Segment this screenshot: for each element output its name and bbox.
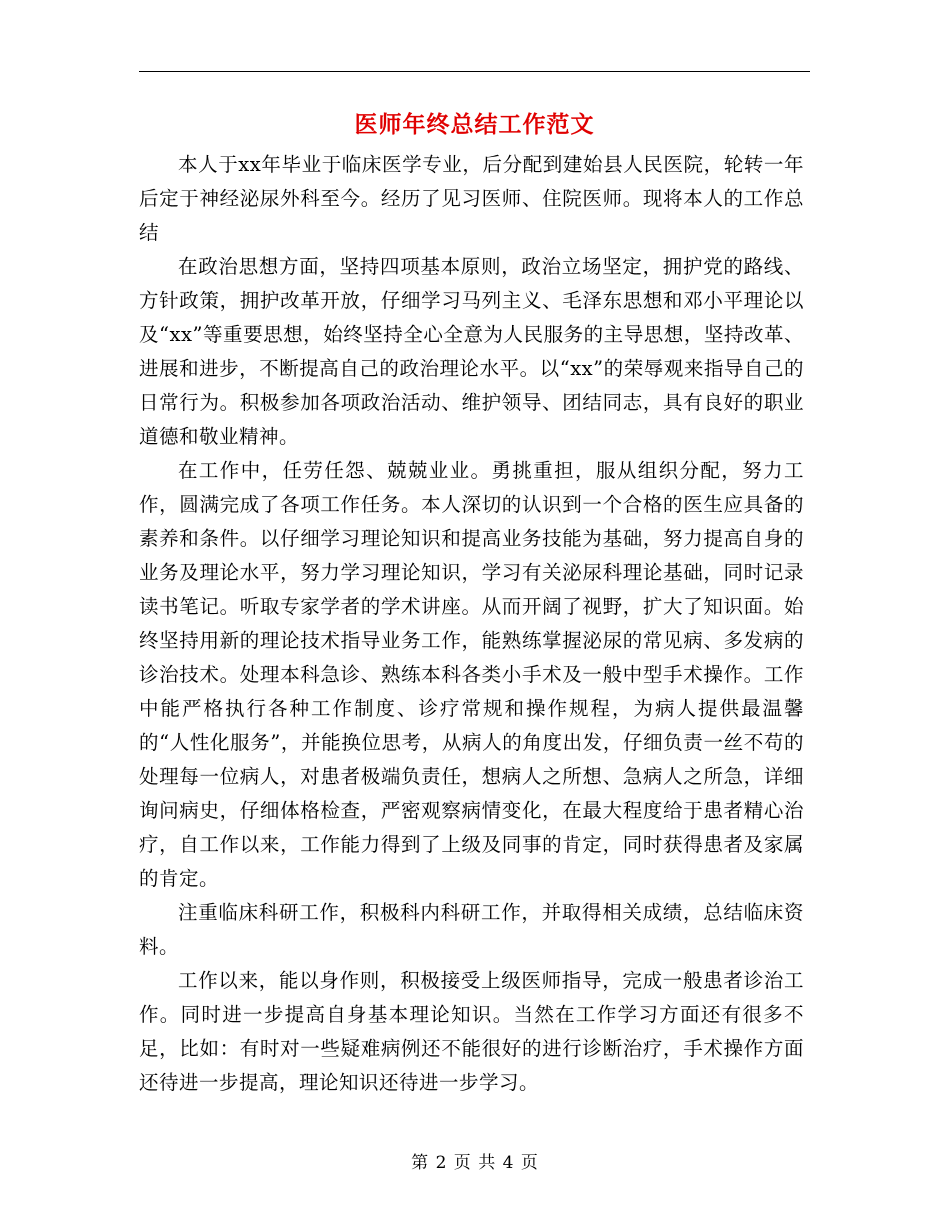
document-title: 医师年终总结工作范文 [354, 111, 595, 138]
header-rule [139, 71, 810, 72]
paragraph-summary: 工作以来，能以身作则，积极接受上级医师指导，完成一般患者诊治工作。同时进一步提高自身基本理论知识。当然在工作学习方面还有很多不足，比如：有时对一些疑难病例还不能很好的进行诊断治疗，手术操作方面还待进一步提高，理论知识还待进一步学习。 [139, 969, 804, 1094]
document-body [139, 148, 804, 1100]
paragraph-political-thought: 在政治思想方面，坚持四项基本原则，政治立场坚定，拥护党的路线、方针政策，拥护改革开放，仔细学习马列主义、毛泽东思想和邓小平理论以及“xx”等重要思想，始终坚持全心全意为人民服务的主导思想，坚持改革、进展和进步，不断提高自己的政治理论水平。以“xx”的荣辱观来指导自己的日常行为。积极参加各项政治活动、维护领导、团结同志，具有良好的职业道德和敬业精神。 [139, 255, 804, 448]
paragraph-work: 在工作中，任劳任怨、兢兢业业。勇挑重担，服从组织分配，努力工作，圆满完成了各项工作任务。本人深切的认识到一个合格的医生应具备的素养和条件。以仔细学习理论知识和提高业务技能为基础，努力提高自身的业务及理论水平，努力学习理论知识，学习有关泌尿科理论基础，同时记录读书笔记。听取专家学者的学术讲座。从而开阔了视野，扩大了知识面。始终坚持用新的理论技术指导业务工作，能熟练掌握泌尿的常见病、多发病的诊治技术。处理本科急诊、熟练本科各类小手术及一般中型手术操作。工作中能严格执行各种工作制度、诊疗常规和操作规程，为病人提供最温馨的“人性化服务”，并能换位思考，从病人的角度出发，仔细负责一丝不苟的处理每一位病人，对患者极端负责任，想病人之所想、急病人之所急，详细询问病史，仔细体格检查，严密观察病情变化，在最大程度给于患者精心治疗，自工作以来，工作能力得到了上级及同事的肯定，同时获得患者及家属的肯定。 [139, 459, 804, 890]
paragraph-research: 注重临床科研工作，积极科内科研工作，并取得相关成绩，总结临床资料。 [139, 901, 804, 958]
page-number: 第 2 页 共 4 页 [411, 1153, 539, 1173]
paragraph-intro: 本人于xx年毕业于临床医学专业，后分配到建始县人民医院，轮转一年后定于神经泌尿外科至今。经历了见习医师、住院医师。现将本人的工作总结 [139, 153, 804, 244]
